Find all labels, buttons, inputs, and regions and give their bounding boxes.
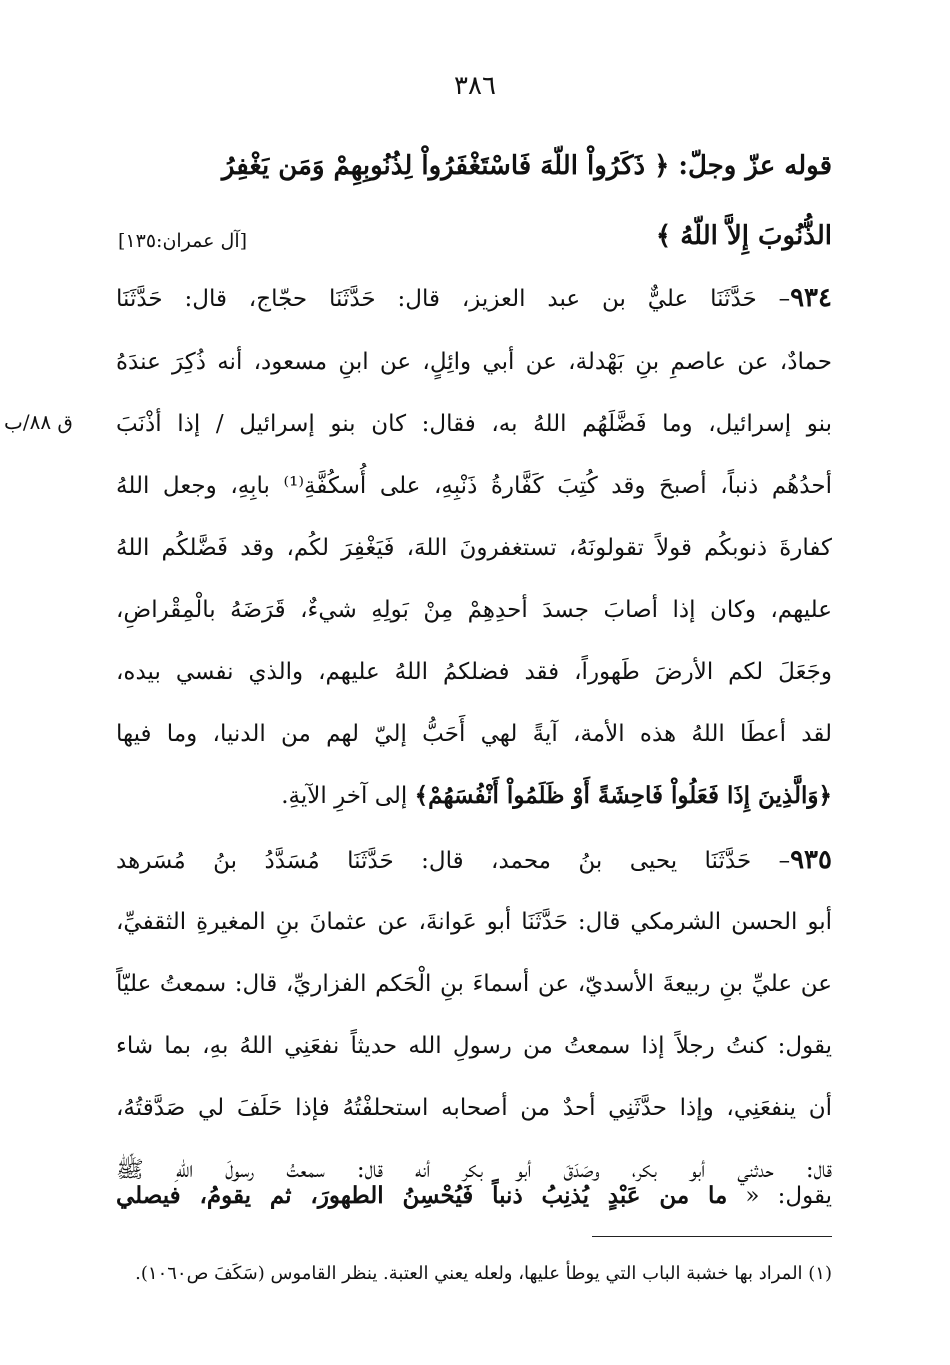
hadith-934-line-7: وجَعَلَ لكم الأرضَ طَهوراً، فقد فضلكمُ اللهُ عليهم، والذي نفسي بيده،	[116, 659, 832, 685]
heading-prefix: قوله عزّ وجلّ:	[669, 151, 832, 181]
hadith-935-line-6: قال: حدثني أبو بكر، وصَدَقَ أبو بكر أنه قال: سمعتُ رسولَ اللهِ ﷺ	[116, 1157, 832, 1183]
hadith-934-line-1	[116, 272, 832, 324]
hadith-934-line-8: لقد أعطَا اللهُ هذه الأمة، آيةً لهي أَحَبُّ إليّ لهم من الدنيا، وما فيها	[116, 721, 832, 747]
hadith-935-line-2: أبو الحسن الشرمكي قال: حَدَّثَنَا أبو عَوانةَ، عن عثمانَ بنِ المغيرةِ الثقفيِّ،	[116, 909, 832, 935]
hadith-934-line-5: كفارةَ ذنوبكُم قولاً تقولونَهُ، تستغفرونَ اللهَ، فَيَغْفِرَ لكُم، وقد فَضَّلكُم اللهُ	[116, 535, 832, 561]
hadith-number: ٩٣٤	[790, 283, 832, 313]
hadith-934-line-4: أحدُهُم ذنباً، أصبحَ وقد كُتِبَ كَفَّارةُ ذَنْبِهِ، على أُسكُفَّةِ⁽¹⁾ بابِهِ، وجعل اللهُ	[116, 473, 832, 499]
hadith-935-line-5: أن ينفعَنِي، وإذا حدَّثَنِي أحدٌ من أصحابه استحلفْتُهُ فإذا حَلَفَ لي صَدَّقتُهُ،	[116, 1095, 832, 1121]
quran-verse: ﴿ ذَكَرُواْ اللّهَ فَاسْتَغْفَرُواْ لِذُنُوبِهِمْ وَمَن يَغْفِرُ	[221, 151, 670, 181]
hadith-935-line-7	[116, 1170, 832, 1222]
footnote: (١) المراد بها خشبة الباب التي يوطأ عليها، ولعله يعني العتبة. ينظر القاموس (سَكَفَ ص١٠٦٠).	[135, 1263, 832, 1284]
hadith-text: يقول: «	[727, 1183, 832, 1209]
hadith-text: – حَدَّثَنَا يحيى بنُ محمد، قال: حَدَّثَنَا مُسَدَّدُ بنُ مُسَرهد	[116, 848, 791, 874]
page-number: ٣٨٦	[454, 71, 496, 101]
quran-verse: ﴿وَالَّذِينَ إِذَا فَعَلُواْ فَاحِشَةً أَوْ ظَلَمُواْ أَنْفُسَهُمْ﴾	[414, 782, 832, 809]
verse-suffix: إلى آخرِ الآيةِ.	[281, 783, 415, 809]
hadith-934-line-9	[116, 770, 832, 822]
hadith-935-line-3: عن عليِّ بنِ ربيعةَ الأسديّ، عن أسماءَ بنِ الْحَكم الفزاريِّ، قال: سمعتُ عليّاً	[116, 971, 832, 997]
prophetic-quote: ما من عَبْدٍ يُذنِبُ ذنباً فَيُحْسِنُ الطهورَ، ثم يقومُ، فيصلي	[116, 1182, 728, 1209]
hadith-935-line-1	[116, 834, 832, 886]
hadith-number: ٩٣٥	[790, 845, 832, 875]
hadith-text: – حَدَّثَنَا عليٌّ بن عبد العزيز، قال: حَدَّثَنَا حجّاج، قال: حَدَّثَنَا	[116, 286, 791, 312]
hadith-935-line-4: يقول: كنتُ رجلاً إذا سمعتُ من رسولِ الله حديثاً نفعَنِي اللهُ بهِ، بما شاء	[116, 1033, 832, 1059]
verse-reference: [آل عمران:١٣٥]	[118, 230, 248, 252]
hadith-934-line-6: عليهم، وكان إذا أصابَ جسدَ أحدِهِمْ مِنْ بَولِهِ شيءٌ، قَرَضَهُ بالْمِقْراضِ،	[116, 597, 832, 623]
quran-verse-continued: الذُّنُوبَ إِلاَّ اللّهُ ﴾	[655, 221, 832, 251]
heading-line-1	[116, 140, 832, 192]
hadith-934-line-2: حمادٌ، عن عاصمِ بنِ بَهْدلة، عن أبي وائِلٍ، عن ابنِ مسعود، أنه ذُكِرَ عندَهُ	[116, 349, 832, 375]
manuscript-folio-note: ق ٨٨/ب	[4, 410, 73, 434]
hadith-934-line-3: بنو إسرائيل، وما فَضَّلَهُم اللهُ به، فقال: كان بنو إسرائيل / إذا أذْنَبَ	[116, 411, 832, 437]
footnote-divider	[592, 1236, 832, 1237]
